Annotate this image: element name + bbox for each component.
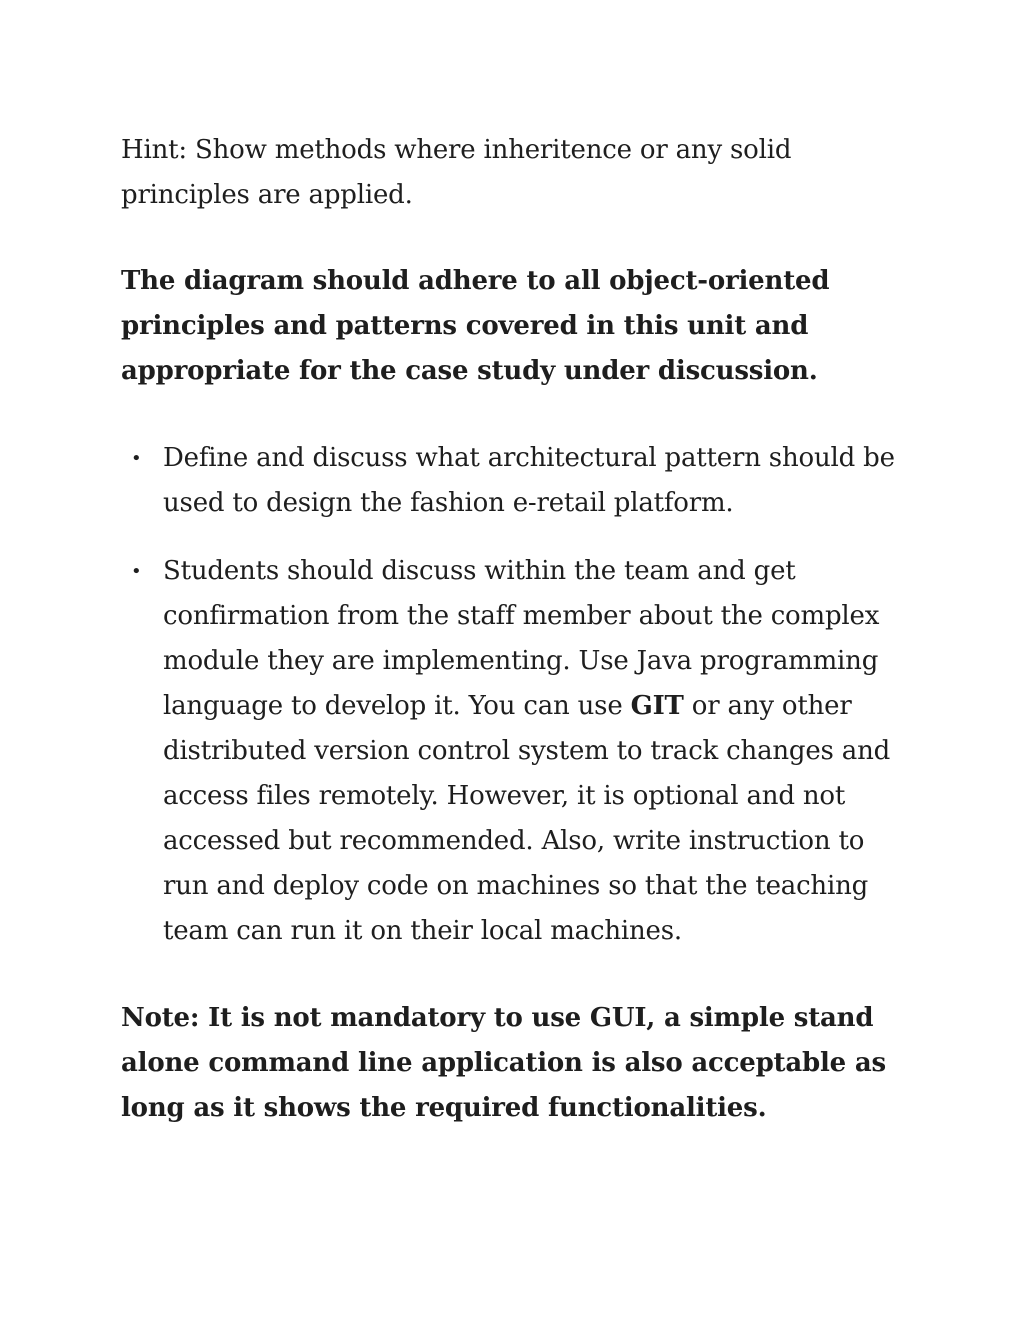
list-item-text: Define and discuss what architectural pattern should be used to design the fashion e-retail platform. [163, 443, 895, 518]
diagram-requirement-text: The diagram should adhere to all object-oriented principles and patterns covered in this unit and appropriate for the case study under discussion. [121, 266, 830, 386]
list-item-text-before: Students should discuss within the team and get confirmation from the staff member about the complex module they are implementing. Use Java programming language to develop it. You can use [163, 556, 880, 721]
bullet-list [121, 436, 911, 954]
note-text: Note: It is not mandatory to use GUI, a simple stand alone command line application is also acceptable as long as it shows the required functionalities. [121, 1003, 886, 1123]
list-item-text-after: or any other distributed version control system to track changes and access files remotely. However, it is optional and not accessed but recommended. Also, write instruction to run and deploy code on machines so that the teaching team can run it on their local machines. [163, 691, 891, 946]
bullet-marker: • [131, 561, 142, 582]
document-page [121, 128, 911, 1131]
git-emphasis: GIT [630, 691, 684, 721]
bullet-marker: • [131, 448, 142, 469]
list-item-implementation [121, 549, 911, 954]
list-item-architectural-pattern [121, 436, 911, 526]
bullet-list-container [121, 436, 911, 954]
hint-text: Hint: Show methods where inheritence or any solid principles are applied. [121, 135, 792, 210]
